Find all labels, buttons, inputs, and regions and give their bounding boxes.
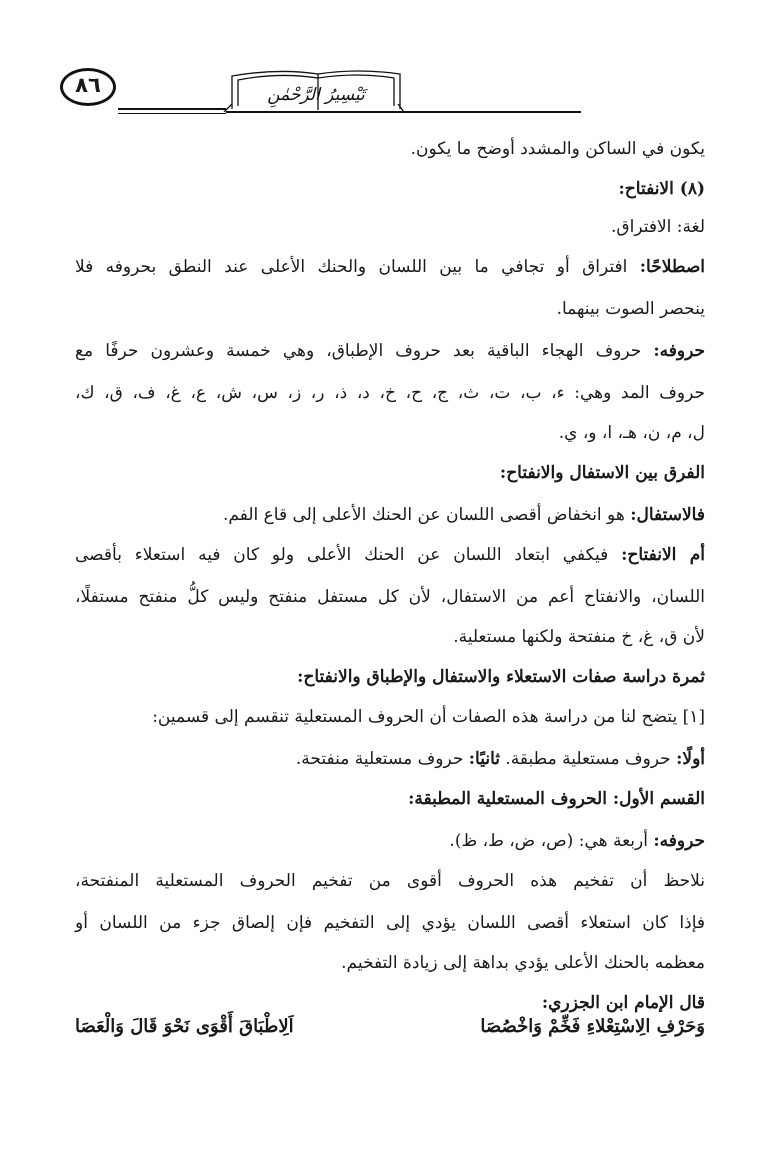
term-label: حروفه:	[653, 831, 705, 851]
header-rule	[118, 108, 226, 110]
text-line: [١] يتضح لنا من دراسة هذه الصفات أن الحروف المستعلية تنقسم إلى قسمين:	[152, 707, 705, 727]
text-line	[223, 502, 705, 528]
page-header	[58, 60, 706, 120]
book-title-logo	[218, 60, 413, 120]
term-label: أولًا:	[676, 749, 705, 769]
line-text: حروف مستعلية مطبقة.	[499, 749, 677, 769]
page-number: ٨٦	[75, 73, 101, 97]
text-line: اللسان، والانفتاح أعم من الاستفال، لأن كل مستفل منفتح وليس كلُّ منفتح مستفلًا،	[75, 587, 705, 607]
text-line: لغة: الافتراق.	[611, 217, 705, 237]
line-text: حروف الهجاء الباقية بعد حروف الإطباق، وهي خمسة وعشرون حرفًا مع	[75, 341, 654, 361]
text-line: ينحصر الصوت بينهما.	[556, 299, 705, 319]
term-label: اصطلاحًا:	[639, 257, 705, 277]
text-line	[449, 828, 705, 854]
text-line: فإذا كان استعلاء أقصى اللسان يؤدي إلى التفخيم فإن إلصاق جزء من اللسان أو	[75, 913, 705, 933]
term-label: حروفه:	[653, 341, 705, 361]
text-line: لأن ق، غ، خ منفتحة ولكنها مستعلية.	[453, 627, 705, 647]
poem-verse	[75, 1016, 705, 1046]
line-text: هو انخفاض أقصى اللسان عن الحنك الأعلى إلى قاع الفم.	[223, 505, 631, 525]
line-text: أربعة هي: (ص، ض، ط، ظ).	[449, 831, 654, 851]
text-line	[75, 338, 705, 364]
line-text: فيكفي ابتعاد اللسان عن الحنك الأعلى ولو كان فيه استعلاء بأقصى	[75, 545, 622, 565]
term-label: ثانيًا:	[468, 749, 500, 769]
poem-hemistich: وَحَرْفِ الِاسْتِعْلاءِ فَخِّمْ وَاخْصُصَا	[480, 1016, 705, 1037]
text-line: معظمه بالحنك الأعلى يؤدي بداهة إلى زيادة التفخيم.	[341, 953, 705, 973]
page-number-badge	[58, 64, 122, 112]
term-label: أم الانفتاح:	[621, 545, 705, 565]
text-line: ثمرة دراسة صفات الاستعلاء والاستفال والإطباق والانفتاح:	[297, 667, 705, 687]
text-line: نلاحظ أن تفخيم هذه الحروف أقوى من تفخيم الحروف المستعلية المنفتحة،	[75, 871, 705, 891]
text-line	[296, 746, 705, 772]
text-line	[75, 254, 705, 280]
text-line: قال الإمام ابن الجزري:	[541, 993, 705, 1013]
poem-hemistich: اَلِاطْبَاقَ أَقْوَى نَحْوَ قَالَ وَالْعَصَا	[75, 1016, 294, 1037]
header-rule-thin	[118, 113, 226, 114]
line-text: حروف مستعلية منفتحة.	[295, 749, 469, 769]
line-text: افتراق أو تجافي ما بين اللسان والحنك الأعلى عند النطق بحروفه فلا	[75, 257, 640, 277]
text-line: يكون في الساكن والمشدد أوضح ما يكون.	[410, 139, 705, 159]
text-line: حروف المد وهي: ء، ب، ت، ث، ج، ح، خ، د، ذ، ر، ز، س، ش، ع، غ، ف، ق، ك،	[75, 383, 705, 403]
book-title-text: تَيْسِيرُ الرَّحْمٰنِ	[267, 85, 365, 105]
text-line: (٨) الانفتاح:	[618, 179, 705, 199]
text-line	[75, 542, 705, 568]
text-line: ل، م، ن، هـ، ا، و، ي.	[558, 423, 705, 443]
text-line: الفرق بين الاستفال والانفتاح:	[499, 463, 705, 483]
text-line: القسم الأول: الحروف المستعلية المطبقة:	[408, 789, 705, 809]
term-label: فالاستفال:	[630, 505, 705, 525]
